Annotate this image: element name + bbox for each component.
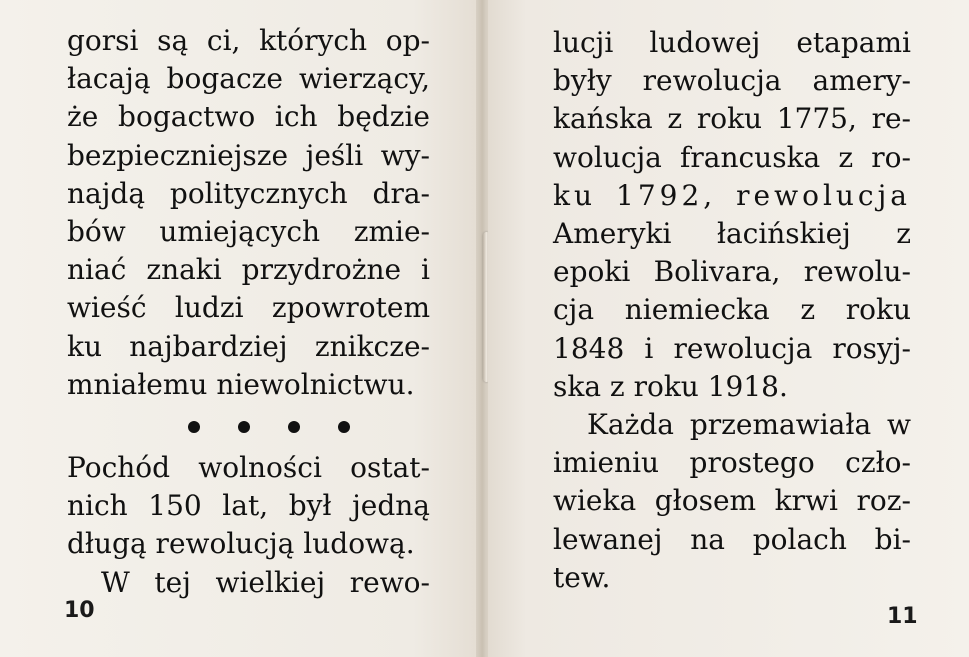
text-line: gorsi są ci, których op- [67, 24, 430, 57]
page-number-right: 11 [887, 604, 918, 629]
text-line: mniałemu niewolnictwu. [67, 367, 415, 401]
text-line: ku 1792, rewolucja [553, 178, 911, 212]
text-line: Każda przemawiała w [587, 408, 911, 442]
text-line: tew. [553, 560, 611, 594]
text-line: bów umiejących zmie- [67, 215, 430, 249]
text-line: nich 150 lat, był jedną [67, 489, 430, 523]
text-line: ku najbardziej znikcze- [67, 329, 430, 363]
page-number-left: 10 [64, 598, 95, 623]
section-separator [67, 404, 430, 449]
text-line: epoki Bolivara, rewolu- [553, 255, 911, 289]
text-line: że bogactwo ich będzie [67, 100, 430, 134]
text-line: cja niemiecka z roku [553, 293, 911, 327]
text-line: W tej wielkiej rewo- [101, 565, 430, 599]
text-line: najdą politycznych dra- [67, 176, 430, 210]
text-line: Ameryki łacińskiej z [553, 217, 911, 251]
text-line: lucji ludowej etapami [553, 26, 911, 59]
text-line: wieka głosem krwi roz- [553, 484, 911, 518]
text-line: łacają bogacze wierzący, [67, 62, 430, 96]
bullet-dot [288, 421, 300, 433]
text-line: ska z roku 1918. [553, 369, 788, 403]
left-page [0, 0, 480, 657]
bullet-dot [238, 421, 250, 433]
text-line: wieść ludzi zpowrotem [67, 291, 430, 325]
left-page-text [67, 22, 430, 602]
text-line: kańska z roku 1775, re- [553, 102, 911, 136]
text-line: długą rewolucją ludową. [67, 527, 415, 561]
text-line: niać znaki przydrożne i [67, 253, 430, 287]
text-line: wolucja francuska z ro- [553, 140, 911, 174]
text-line: Pochód wolności ostat- [67, 451, 430, 485]
text-line: lewanej na polach bi- [553, 522, 911, 556]
bullet-dot [338, 421, 350, 433]
text-line: 1848 i rewolucja rosyj- [553, 331, 911, 365]
right-page-text [553, 24, 911, 597]
bullet-dot [188, 421, 200, 433]
text-line: bezpieczniejsze jeśli wy- [67, 138, 430, 172]
text-line: imieniu prostego czło- [553, 446, 911, 480]
text-line: były rewolucja amery- [553, 64, 911, 98]
